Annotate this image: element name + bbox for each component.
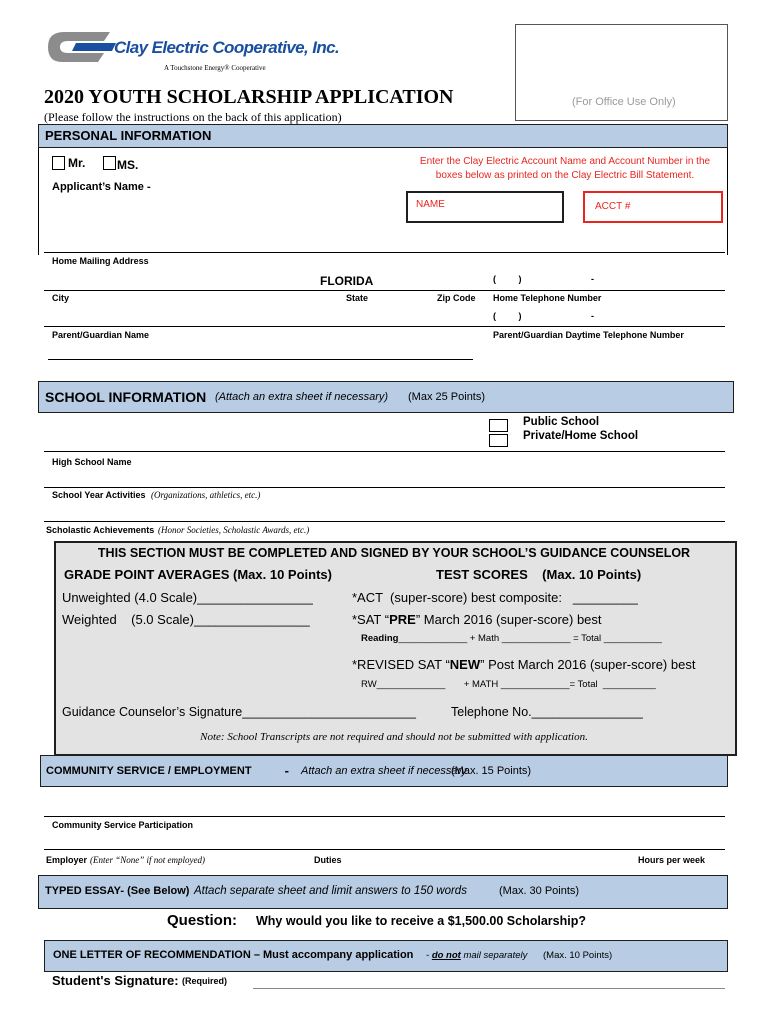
office-use-box xyxy=(515,24,728,121)
sat-pre-text-a: *SAT “ xyxy=(352,612,390,627)
community-points: (Max. 15 Points) xyxy=(451,765,532,777)
weighted-field[interactable]: Weighted (5.0 Scale)________________ xyxy=(62,612,310,627)
participation-label: Community Service Participation xyxy=(52,820,194,830)
state-value: FLORIDA xyxy=(320,274,374,288)
gpa-heading: GRADE POINT AVERAGES (Max. 10 Points) xyxy=(64,567,332,582)
hs-name-label: High School Name xyxy=(52,457,132,467)
activities-line[interactable] xyxy=(44,487,725,488)
parent-name-label: Parent/Guardian Name xyxy=(52,330,150,340)
mr-label: Mr. xyxy=(68,156,86,170)
ms-checkbox[interactable] xyxy=(103,156,116,170)
student-signature-label: Student's Signature: xyxy=(52,973,179,988)
sat-new-text-c: ” Post March 2016 (super-score) best xyxy=(480,657,696,672)
parent-line[interactable] xyxy=(44,326,725,327)
counselor-heading: THIS SECTION MUST BE COMPLETED AND SIGNED BY YOUR SCHOOL’S GUIDANCE COUNSELOR xyxy=(97,546,691,560)
community-heading: COMMUNITY SERVICE / EMPLOYMENT xyxy=(46,765,252,777)
home-address-line[interactable] xyxy=(44,252,725,253)
essay-note: Attach separate sheet and limit answers to 150 words xyxy=(194,885,467,897)
school-heading-note: (Attach an extra sheet if necessary) xyxy=(215,391,389,403)
sat-new-text-a: *REVISED SAT “ xyxy=(352,657,450,672)
sat-pre-heading xyxy=(352,612,602,627)
achievements-note: (Honor Societies, Scholastic Awards, etc.) xyxy=(158,525,310,535)
home-address-label: Home Mailing Address xyxy=(52,256,149,266)
employer-line[interactable] xyxy=(44,849,725,850)
recommendation-note-b: do not xyxy=(431,950,461,961)
office-use-label: (For Office Use Only) xyxy=(572,96,676,108)
counselor-signature-field[interactable]: Guidance Counselor’s Signature_________________________ xyxy=(62,705,417,719)
recommendation-points: (Max. 10 Points) xyxy=(543,950,613,961)
question-text: Why would you like to receive a $1,500.00 Scholarship? xyxy=(256,914,586,928)
logo-tagline: A Touchstone Energy® Cooperative xyxy=(164,64,266,72)
employer-label: Employer xyxy=(46,855,88,865)
parent-phone-dash: - xyxy=(591,311,594,321)
state-label: State xyxy=(346,293,369,303)
name-box-label: NAME xyxy=(416,199,445,210)
school-heading: SCHOOL INFORMATION xyxy=(45,389,207,405)
activities-label: School Year Activities xyxy=(52,490,146,500)
page-subtitle: (Please follow the instructions on the back of this application) xyxy=(44,110,342,124)
essay-heading-band xyxy=(38,875,728,909)
public-school-label: Public School xyxy=(523,416,600,428)
logo-mark-icon xyxy=(46,28,118,66)
student-signature-line[interactable] xyxy=(253,988,725,989)
personal-heading-band xyxy=(38,124,728,148)
community-dash: - xyxy=(281,763,293,778)
sat-new-scores[interactable]: RW_____________ + MATH _____________= Total __________ xyxy=(361,679,656,690)
reading-label: Reading xyxy=(361,633,399,644)
recommendation-heading-band xyxy=(44,940,728,972)
achievements-label: Scholastic Achievements xyxy=(46,525,155,535)
home-phone-paren: ( ) xyxy=(493,274,522,284)
student-signature-required: (Required) xyxy=(182,976,227,986)
sat-pre-scores[interactable] xyxy=(361,633,662,644)
reading-rest: _____________ + Math _____________ = Total ___________ xyxy=(398,633,662,644)
hs-name-line[interactable] xyxy=(44,451,725,452)
parent-phone-paren: ( ) xyxy=(493,311,522,321)
participation-line[interactable] xyxy=(44,816,725,817)
community-heading-band xyxy=(40,755,728,787)
ms-label: MS. xyxy=(117,158,139,172)
sat-new-heading xyxy=(352,657,695,672)
essay-heading: TYPED ESSAY- (See Below) xyxy=(45,885,190,897)
recommendation-heading: ONE LETTER OF RECOMMENDATION – Must accompany application xyxy=(53,949,414,961)
act-field[interactable]: *ACT (super-score) best composite: _________ xyxy=(352,590,638,605)
acct-box-label: ACCT # xyxy=(595,201,631,212)
home-phone-label: Home Telephone Number xyxy=(493,293,602,303)
private-school-checkbox[interactable] xyxy=(489,434,508,447)
recommendation-note xyxy=(426,950,527,961)
counselor-telephone-field[interactable]: Telephone No.________________ xyxy=(451,705,643,719)
logo-name: Clay Electric Cooperative, Inc. xyxy=(114,38,340,57)
acct-box[interactable] xyxy=(583,191,723,223)
logo xyxy=(44,24,340,76)
public-school-checkbox[interactable] xyxy=(489,419,508,432)
parent-extra-line[interactable] xyxy=(48,359,473,360)
essay-points: (Max. 30 Points) xyxy=(499,885,580,897)
recommendation-note-a: - xyxy=(426,950,432,961)
private-school-label: Private/Home School xyxy=(523,430,639,442)
home-phone-dash: - xyxy=(591,274,594,284)
zip-label: Zip Code xyxy=(437,293,476,303)
hours-label: Hours per week xyxy=(638,855,706,865)
activities-note: (Organizations, athletics, etc.) xyxy=(151,490,261,500)
duties-label: Duties xyxy=(314,855,342,865)
name-box[interactable] xyxy=(406,191,564,223)
city-line[interactable] xyxy=(44,290,725,291)
parent-phone-label: Parent/Guardian Daytime Telephone Number xyxy=(493,330,684,340)
unweighted-field[interactable]: Unweighted (4.0 Scale)________________ xyxy=(62,590,313,605)
school-points: (Max 25 Points) xyxy=(408,391,486,403)
question-label: Question: xyxy=(167,912,237,929)
personal-heading: PERSONAL INFORMATION xyxy=(45,128,212,143)
mr-checkbox[interactable] xyxy=(52,156,65,170)
account-instructions: Enter the Clay Electric Account Name and Account Number in the boxes below as printed on the Clay Electric Bill Statement. xyxy=(419,156,711,181)
sat-pre-text-c: ” March 2016 (super-score) best xyxy=(415,612,602,627)
sat-new-text-b: NEW xyxy=(449,657,481,672)
city-label: City xyxy=(52,293,70,303)
test-heading: TEST SCORES (Max. 10 Points) xyxy=(436,567,642,582)
school-heading-band xyxy=(38,381,734,413)
sat-pre-text-b: PRE xyxy=(389,612,416,627)
achievements-line[interactable] xyxy=(44,521,725,522)
transcript-note: Note: School Transcripts are not required and should not be submitted with application. xyxy=(200,731,588,743)
employer-note: (Enter “None” if not employed) xyxy=(90,855,205,865)
community-note: Attach an extra sheet if necessary xyxy=(301,765,467,777)
page-title: 2020 YOUTH SCHOLARSHIP APPLICATION xyxy=(44,86,454,108)
recommendation-note-c: mail separately xyxy=(460,950,528,961)
applicant-name-label: Applicant’s Name - xyxy=(52,181,151,193)
